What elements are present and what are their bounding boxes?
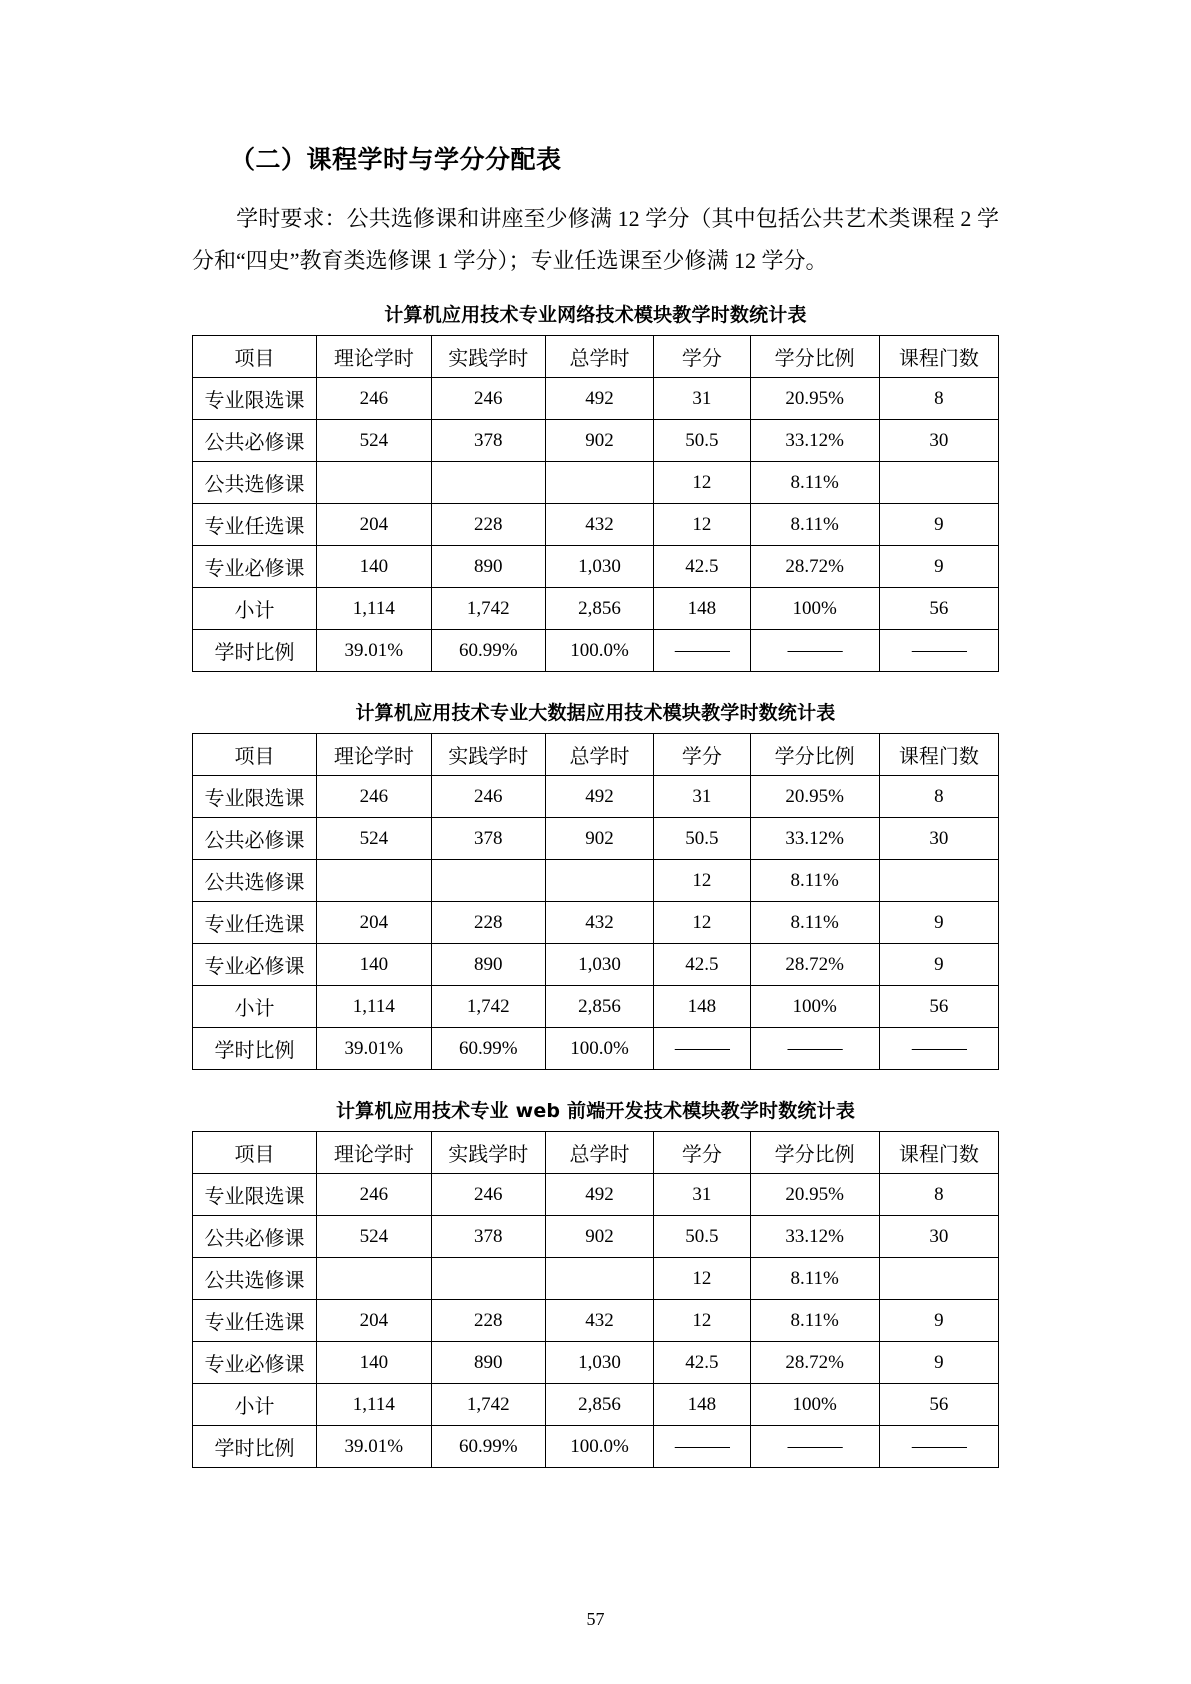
cell: 20.95%: [750, 378, 879, 420]
cell: 1,030: [545, 944, 653, 986]
table-row-subtotal: [193, 986, 999, 1028]
stats-table-web: [192, 1131, 999, 1468]
cell: 140: [317, 546, 431, 588]
table-row: [193, 378, 999, 420]
table-row: [193, 1258, 999, 1300]
table-caption: 计算机应用技术专业大数据应用技术模块教学时数统计表: [355, 702, 836, 724]
row-label: 专业限选课: [193, 1174, 317, 1216]
cell: 12: [653, 504, 750, 546]
table-row-ratio: [193, 1028, 999, 1070]
cell: [545, 1258, 653, 1300]
cell: 28.72%: [750, 1342, 879, 1384]
cell: ———: [879, 1028, 998, 1070]
cell: [431, 860, 545, 902]
cell: 39.01%: [317, 630, 431, 672]
cell: 100.0%: [545, 1028, 653, 1070]
cell: 524: [317, 1216, 431, 1258]
table-row-subtotal: [193, 588, 999, 630]
row-label: 公共选修课: [193, 462, 317, 504]
cell: 8.11%: [750, 504, 879, 546]
cell: 12: [653, 860, 750, 902]
cell: 1,030: [545, 1342, 653, 1384]
cell: 56: [879, 986, 998, 1028]
table-block-web: [192, 1096, 999, 1468]
table-row: [193, 546, 999, 588]
cell: 492: [545, 378, 653, 420]
cell: 432: [545, 504, 653, 546]
column-header: 总学时: [545, 734, 653, 776]
table-block-bigdata: [192, 698, 999, 1070]
intro-paragraph: [192, 198, 999, 282]
cell: 2,856: [545, 1384, 653, 1426]
cell: 100.0%: [545, 630, 653, 672]
cell: [879, 1258, 998, 1300]
cell: 246: [317, 378, 431, 420]
cell: 524: [317, 818, 431, 860]
cell: 33.12%: [750, 818, 879, 860]
cell: ———: [750, 1426, 879, 1468]
table-header-row: [193, 1132, 999, 1174]
cell: 31: [653, 776, 750, 818]
row-label: 小计: [193, 1384, 317, 1426]
cell: 100%: [750, 1384, 879, 1426]
cell: ———: [750, 630, 879, 672]
cell: 20.95%: [750, 1174, 879, 1216]
cell: ———: [653, 1028, 750, 1070]
cell: 31: [653, 1174, 750, 1216]
cell: 30: [879, 818, 998, 860]
cell: 50.5: [653, 420, 750, 462]
paragraph-text: 学时要求：公共选修课和讲座至少修满 12 学分（其中包括公共艺术类课程 2 学分和“四史”教育类选修课 1 学分）；专业任选课至少修满 12 学分。: [192, 206, 999, 273]
row-label: 公共必修课: [193, 420, 317, 462]
cell: 1,742: [431, 1384, 545, 1426]
table-header-row: [193, 336, 999, 378]
cell: 148: [653, 1384, 750, 1426]
row-label: 公共必修课: [193, 818, 317, 860]
table-caption: 计算机应用技术专业 web 前端开发技术模块教学时数统计表: [335, 1100, 856, 1122]
row-label: 专业任选课: [193, 1300, 317, 1342]
cell: 100%: [750, 986, 879, 1028]
cell: 9: [879, 1342, 998, 1384]
cell: 902: [545, 1216, 653, 1258]
cell: 204: [317, 504, 431, 546]
cell: 60.99%: [431, 1426, 545, 1468]
row-label: 公共选修课: [193, 860, 317, 902]
cell: 9: [879, 1300, 998, 1342]
cell: 148: [653, 588, 750, 630]
cell: 9: [879, 504, 998, 546]
row-label: 学时比例: [193, 1028, 317, 1070]
stats-table-bigdata: [192, 733, 999, 1070]
column-header: 学分比例: [750, 734, 879, 776]
cell: 148: [653, 986, 750, 1028]
row-label: 小计: [193, 986, 317, 1028]
cell: [431, 1258, 545, 1300]
cell: 50.5: [653, 818, 750, 860]
table-row: [193, 1342, 999, 1384]
table-row: [193, 1300, 999, 1342]
row-label: 专业任选课: [193, 902, 317, 944]
cell: 20.95%: [750, 776, 879, 818]
cell: [879, 462, 998, 504]
cell: 60.99%: [431, 630, 545, 672]
cell: 12: [653, 902, 750, 944]
cell: 33.12%: [750, 1216, 879, 1258]
cell: 378: [431, 818, 545, 860]
column-header: 项目: [193, 1132, 317, 1174]
cell: 12: [653, 462, 750, 504]
cell: ———: [653, 630, 750, 672]
table-row: [193, 504, 999, 546]
cell: ———: [879, 1426, 998, 1468]
cell: 2,856: [545, 588, 653, 630]
cell: 12: [653, 1300, 750, 1342]
column-header: 学分比例: [750, 336, 879, 378]
table-row-subtotal: [193, 1384, 999, 1426]
cell: [317, 462, 431, 504]
table-row: [193, 1174, 999, 1216]
cell: ———: [750, 1028, 879, 1070]
table-row: [193, 462, 999, 504]
column-header: 项目: [193, 734, 317, 776]
table-row: [193, 420, 999, 462]
cell: 33.12%: [750, 420, 879, 462]
cell: 100%: [750, 588, 879, 630]
row-label: 专业限选课: [193, 378, 317, 420]
column-header: 实践学时: [431, 336, 545, 378]
cell: 8.11%: [750, 462, 879, 504]
row-label: 专业必修课: [193, 1342, 317, 1384]
cell: 56: [879, 1384, 998, 1426]
column-header: 实践学时: [431, 1132, 545, 1174]
cell: 524: [317, 420, 431, 462]
cell: 890: [431, 944, 545, 986]
cell: 12: [653, 1258, 750, 1300]
table-row: [193, 860, 999, 902]
cell: 100.0%: [545, 1426, 653, 1468]
cell: 204: [317, 1300, 431, 1342]
cell: 1,030: [545, 546, 653, 588]
page-number: 57: [586, 1609, 605, 1629]
cell: 42.5: [653, 1342, 750, 1384]
cell: 42.5: [653, 546, 750, 588]
table-row: [193, 902, 999, 944]
cell: 31: [653, 378, 750, 420]
cell: [317, 860, 431, 902]
column-header: 理论学时: [317, 336, 431, 378]
cell: 492: [545, 776, 653, 818]
cell: 1,742: [431, 588, 545, 630]
cell: 246: [431, 776, 545, 818]
table-header-row: [193, 734, 999, 776]
cell: 42.5: [653, 944, 750, 986]
row-label: 专业限选课: [193, 776, 317, 818]
cell: 246: [431, 378, 545, 420]
table-caption: 计算机应用技术专业网络技术模块教学时数统计表: [384, 304, 807, 326]
column-header: 学分比例: [750, 1132, 879, 1174]
cell: 30: [879, 420, 998, 462]
cell: 204: [317, 902, 431, 944]
cell: 8.11%: [750, 902, 879, 944]
table-block-network: [192, 300, 999, 672]
cell: [545, 860, 653, 902]
cell: 902: [545, 818, 653, 860]
cell: 890: [431, 546, 545, 588]
cell: 378: [431, 1216, 545, 1258]
cell: [317, 1258, 431, 1300]
cell: 432: [545, 1300, 653, 1342]
cell: 378: [431, 420, 545, 462]
cell: 28.72%: [750, 944, 879, 986]
cell: 140: [317, 944, 431, 986]
row-label: 专业任选课: [193, 504, 317, 546]
table-row: [193, 944, 999, 986]
column-header: 项目: [193, 336, 317, 378]
column-header: 学分: [653, 1132, 750, 1174]
page-title: （二）课程学时与学分分配表: [230, 145, 562, 174]
cell: 2,856: [545, 986, 653, 1028]
table-row-ratio: [193, 1426, 999, 1468]
cell: [879, 860, 998, 902]
row-label: 学时比例: [193, 1426, 317, 1468]
column-header: 理论学时: [317, 1132, 431, 1174]
cell: 9: [879, 902, 998, 944]
cell: 8.11%: [750, 1300, 879, 1342]
column-header: 学分: [653, 336, 750, 378]
cell: 228: [431, 1300, 545, 1342]
cell: 228: [431, 504, 545, 546]
row-label: 专业必修课: [193, 944, 317, 986]
cell: 8.11%: [750, 860, 879, 902]
row-label: 公共必修课: [193, 1216, 317, 1258]
column-header: 学分: [653, 734, 750, 776]
row-label: 小计: [193, 588, 317, 630]
cell: 28.72%: [750, 546, 879, 588]
row-label: 专业必修课: [193, 546, 317, 588]
cell: 246: [431, 1174, 545, 1216]
cell: ———: [879, 630, 998, 672]
cell: 890: [431, 1342, 545, 1384]
column-header: 课程门数: [879, 336, 998, 378]
cell: 39.01%: [317, 1028, 431, 1070]
cell: 8: [879, 378, 998, 420]
cell: [431, 462, 545, 504]
cell: 50.5: [653, 1216, 750, 1258]
cell: 1,114: [317, 588, 431, 630]
stats-table-network: [192, 335, 999, 672]
row-label: 公共选修课: [193, 1258, 317, 1300]
cell: 9: [879, 944, 998, 986]
cell: 30: [879, 1216, 998, 1258]
table-row: [193, 776, 999, 818]
table-row-ratio: [193, 630, 999, 672]
cell: ———: [653, 1426, 750, 1468]
row-label: 学时比例: [193, 630, 317, 672]
column-header: 课程门数: [879, 734, 998, 776]
cell: 9: [879, 546, 998, 588]
column-header: 实践学时: [431, 734, 545, 776]
cell: 228: [431, 902, 545, 944]
column-header: 总学时: [545, 1132, 653, 1174]
cell: 60.99%: [431, 1028, 545, 1070]
cell: 140: [317, 1342, 431, 1384]
cell: 902: [545, 420, 653, 462]
cell: 8: [879, 776, 998, 818]
cell: [545, 462, 653, 504]
cell: 56: [879, 588, 998, 630]
cell: 432: [545, 902, 653, 944]
table-row: [193, 818, 999, 860]
cell: 1,742: [431, 986, 545, 1028]
column-header: 总学时: [545, 336, 653, 378]
cell: 8.11%: [750, 1258, 879, 1300]
column-header: 课程门数: [879, 1132, 998, 1174]
cell: 246: [317, 776, 431, 818]
column-header: 理论学时: [317, 734, 431, 776]
cell: 1,114: [317, 1384, 431, 1426]
cell: 8: [879, 1174, 998, 1216]
cell: 246: [317, 1174, 431, 1216]
cell: 1,114: [317, 986, 431, 1028]
cell: 492: [545, 1174, 653, 1216]
table-row: [193, 1216, 999, 1258]
cell: 39.01%: [317, 1426, 431, 1468]
